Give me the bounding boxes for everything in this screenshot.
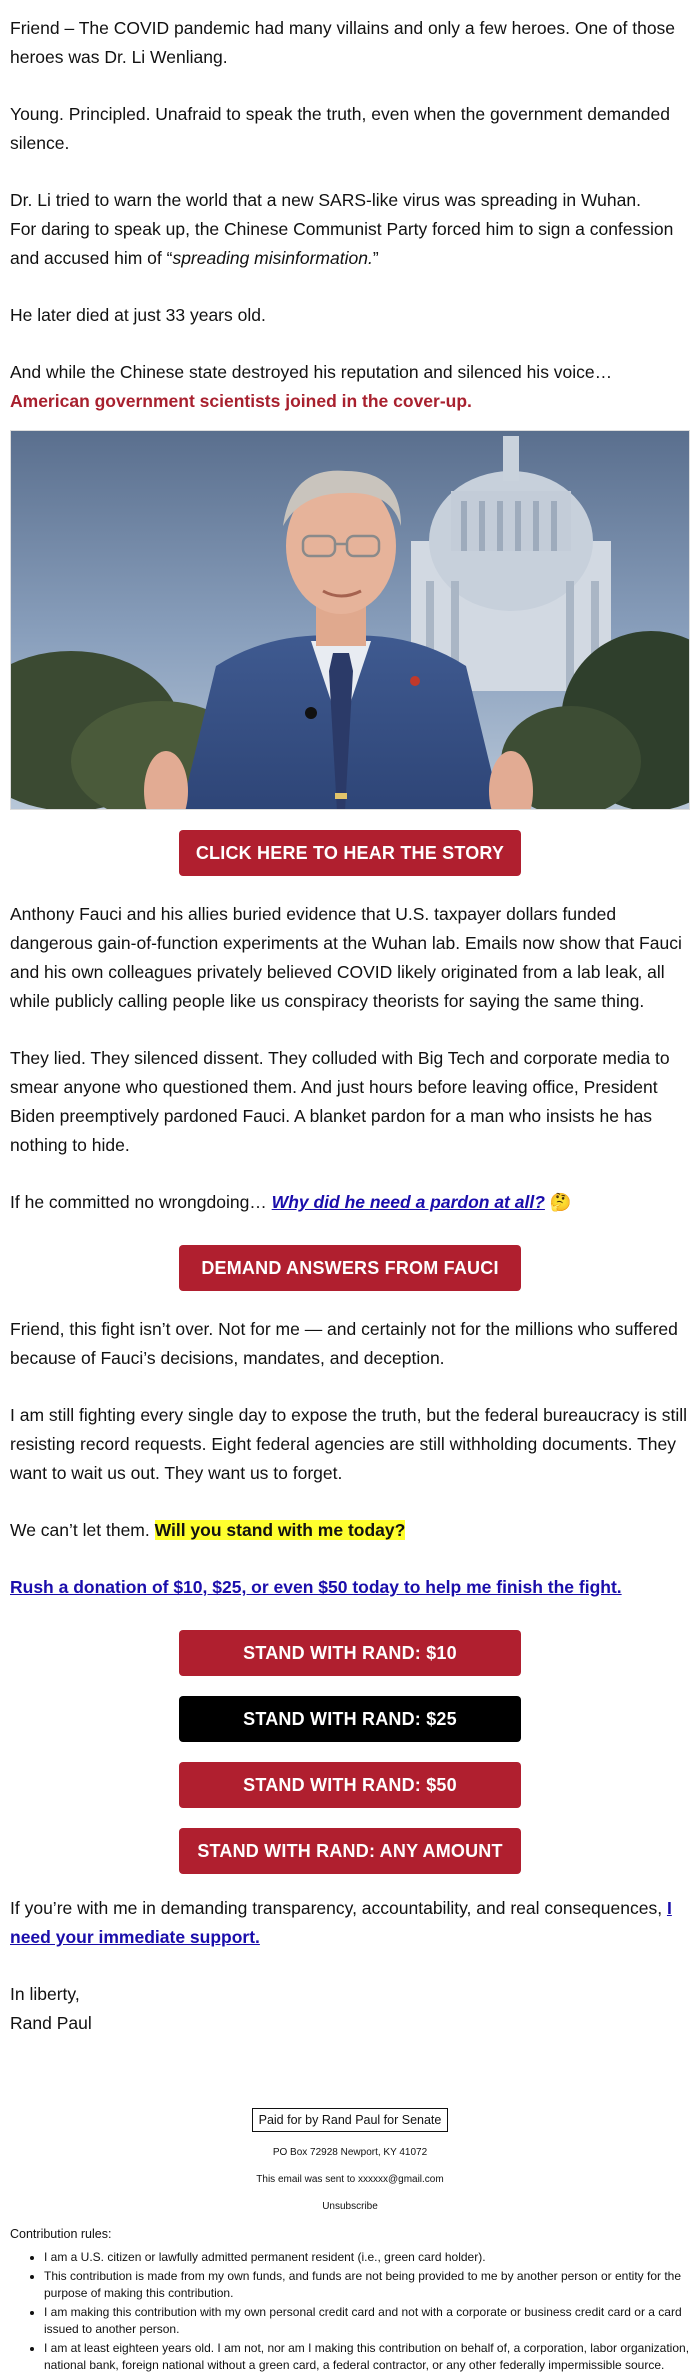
pardon-question-link[interactable]: Why did he need a pardon at all? (271, 1192, 545, 1212)
donate-25-wrap (10, 1696, 690, 1742)
body-paragraph-6: Anthony Fauci and his allies buried evidence that U.S. taxpayer dollars funded dangerous gain-of-function experiments at the Wuhan lab. Emails now show that Fauci and his own colleagues privately believed COVID likely originated from a lab leak, all while publicly calling people like us conspiracy theorists for saying the same thing. (10, 904, 682, 1011)
demand-answers-cta (10, 1245, 690, 1291)
signoff-line: In liberty, (10, 1984, 80, 2004)
contribution-rule: • I am a U.S. citizen or lawfully admitted permanent resident (i.e., green card holder). (44, 2249, 690, 2266)
donate-any-wrap (10, 1828, 690, 1874)
intro-paragraph-2: Young. Principled. Unafraid to speak the truth, even when the government demanded silence. (10, 104, 670, 153)
contribution-rule: • This contribution is made from my own funds, and funds are not being provided to me by another person or entity for the purpose of making this contribution. (44, 2268, 690, 2302)
hero-video-thumbnail[interactable] (10, 430, 690, 810)
donate-10-wrap (10, 1630, 690, 1676)
contribution-rules-title: Contribution rules: (10, 2227, 112, 2241)
stand-with-me-highlight: Will you stand with me today? (154, 1520, 406, 1540)
intro-paragraph-3-line-2-pre: For daring to speak up, the Chinese Communist Party forced him to sign a confession and accused him of “ (10, 219, 674, 268)
donate-50-wrap (10, 1762, 690, 1808)
paid-for-disclaimer: Paid for by Rand Paul for Senate (252, 2108, 449, 2132)
unsubscribe-wrap (10, 2200, 690, 2214)
contribution-rules-list (10, 2249, 690, 2374)
hear-story-cta (10, 830, 690, 876)
hear-story-button[interactable]: CLICK HERE TO HEAR THE STORY (179, 830, 521, 876)
donate-any-amount-button[interactable]: STAND WITH RAND: ANY AMOUNT (179, 1828, 521, 1874)
signoff (10, 1980, 690, 2038)
intro-paragraph-5 (10, 358, 690, 416)
signature: Rand Paul (10, 2013, 92, 2033)
donation-buttons (10, 1630, 690, 1874)
sent-to-notice: This email was sent to xxxxxx@gmail.com (256, 2174, 444, 2185)
mailing-address: PO Box 72928 Newport, KY 41072 (272, 2147, 428, 2158)
body-paragraph-12 (10, 1573, 690, 1602)
donate-25-button[interactable]: STAND WITH RAND: $25 (179, 1696, 521, 1742)
intro-paragraph-5-line-1: And while the Chinese state destroyed his reputation and silenced his voice… (10, 362, 613, 382)
body-paragraph-9: Friend, this fight isn’t over. Not for me — and certainly not for the millions who suffered because of Fauci’s decisions, mandates, and deception. (10, 1319, 678, 1368)
contribution-rule: • I am at least eighteen years old. I am not, nor am I making this contribution on behalf of, a corporation, labor organization, national bank, foreign national without a green card, a federal contractor, or any other federally impermissible source. (44, 2340, 690, 2374)
body-paragraph-7: They lied. They silenced dissent. They colluded with Big Tech and corporate media to smear anyone who questioned them. And just hours before leaving office, President Biden preemptively pardoned Fauci. A blanket pardon for a man who insists he has nothing to hide. (10, 1048, 670, 1155)
pardon-question-pre: If he committed no wrongdoing… (10, 1192, 272, 1212)
speaker-at-capitol-illustration (11, 431, 690, 810)
body-paragraph-8 (10, 1188, 690, 1217)
closing-pre: If you’re with me in demanding transparency, accountability, and real consequences, (10, 1898, 667, 1918)
closing-paragraph (10, 1894, 690, 1952)
spreading-misinformation-quote: spreading misinformation. (172, 248, 373, 268)
intro-paragraph-3-line-2-post: ” (372, 248, 379, 268)
thinking-face-icon: 🤔 (544, 1192, 572, 1212)
intro-paragraph-4: He later died at just 33 years old. (10, 305, 266, 325)
body-paragraph-11 (10, 1516, 690, 1545)
contribution-rule: • I am making this contribution with my own personal credit card and not with a corporate or business credit card or a card issued to another person. (44, 2304, 690, 2338)
intro-paragraph-3 (10, 186, 690, 273)
intro-paragraph-1: Friend – The COVID pandemic had many villains and only a few heroes. One of those heroes was Dr. Li Wenliang. (10, 18, 676, 67)
rush-donation-link[interactable]: Rush a donation of $10, $25, or even $50 today to help me finish the fight. (10, 1577, 622, 1597)
demand-answers-button[interactable]: DEMAND ANSWERS FROM FAUCI (179, 1245, 521, 1291)
body-paragraph-10: I am still fighting every single day to expose the truth, but the federal bureaucracy is still resisting record requests. Eight federal agencies are still withholding documents. They want to wait us out. They want us to forget. (10, 1405, 688, 1483)
donate-50-button[interactable]: STAND WITH RAND: $50 (179, 1762, 521, 1808)
unsubscribe-link[interactable]: Unsubscribe (322, 2201, 378, 2212)
donate-10-button[interactable]: STAND WITH RAND: $10 (179, 1630, 521, 1676)
intro-paragraph-3-line-1: Dr. Li tried to warn the world that a new SARS-like virus was spreading in Wuhan. (10, 190, 641, 210)
immediate-support-link[interactable]: I need your immediate support. (10, 1898, 672, 1947)
stand-with-me-pre: We can’t let them. (10, 1520, 155, 1540)
email-footer (10, 2108, 690, 2214)
cover-up-headline: American government scientists joined in the cover-up. (10, 391, 472, 411)
